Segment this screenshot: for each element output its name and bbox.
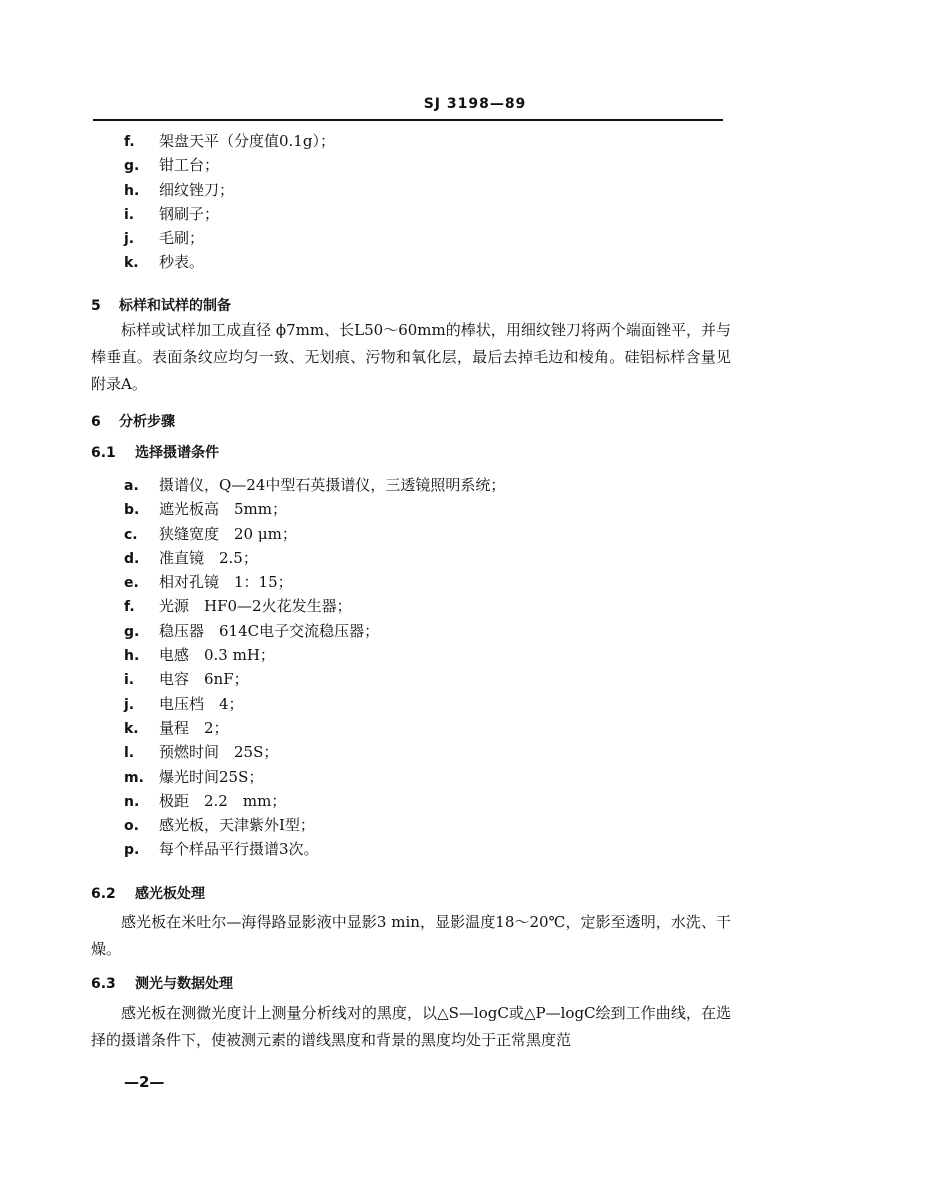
section-heading-6-3 [91, 973, 233, 993]
list-marker: g. [124, 623, 140, 640]
list-item [124, 765, 505, 789]
section-title: 测光与数据处理 [135, 976, 233, 992]
list-item [124, 522, 505, 546]
list-marker: h. [124, 648, 140, 665]
list-marker: l. [124, 745, 135, 762]
list-text: 预燃时间 25S； [159, 743, 279, 762]
section-number: 6.3 [91, 976, 116, 992]
section-title: 感光板处理 [135, 886, 205, 902]
list-item [124, 813, 505, 837]
list-text: 感光板，天津紫外Ⅰ型； [159, 816, 315, 835]
list-item [124, 643, 505, 667]
list-text: 准直镜 2.5； [159, 548, 258, 567]
section-heading-6-1 [91, 442, 219, 462]
list-item [124, 667, 505, 691]
list-marker: e. [124, 575, 139, 592]
list-marker: h. [124, 182, 140, 199]
equipment-list [124, 129, 335, 275]
list-marker: g. [124, 158, 140, 175]
list-marker: f. [124, 134, 135, 150]
list-item [124, 250, 335, 274]
list-text: 遮光板高 5mm； [159, 500, 287, 519]
list-item [124, 716, 505, 740]
section-heading-5 [91, 295, 231, 315]
list-marker: i. [124, 672, 135, 689]
section-number: 6 [91, 414, 101, 430]
list-item [124, 570, 505, 594]
standard-code: SJ 3198—89 [423, 96, 527, 112]
list-text: 量程 2； [159, 718, 229, 737]
list-marker: f. [124, 599, 135, 616]
list-text: 钢刷子； [159, 204, 220, 223]
list-item [124, 129, 335, 153]
header-rule [93, 119, 723, 121]
list-item [124, 497, 505, 521]
list-marker: n. [124, 793, 140, 810]
page-number: —2— [124, 1073, 165, 1091]
list-marker: i. [124, 206, 135, 223]
list-marker: j. [124, 696, 135, 713]
list-item [124, 546, 505, 570]
list-marker: j. [124, 231, 135, 248]
list-item [124, 153, 335, 177]
spectrograph-conditions-list [124, 473, 505, 862]
list-text: 钳工台； [159, 156, 220, 175]
list-item [124, 473, 505, 497]
list-marker: m. [124, 769, 144, 786]
list-text: 细纹锉刀； [159, 180, 235, 199]
section-number: 6.1 [91, 445, 116, 461]
list-marker: k. [124, 720, 139, 737]
list-text: 电压档 4； [159, 694, 244, 713]
list-text: 相对孔镜 1：15； [159, 573, 293, 592]
list-marker: p. [124, 842, 140, 859]
section-6-3-paragraph: 感光板在测微光度计上测量分析线对的黑度，以△S—logC或△P—logC绘到工作曲线，在选择的摄谱条件下，使被测元素的谱线黑度和背景的黑度均处于正常黑度范 [91, 1004, 731, 1049]
list-text: 摄谱仪，Q—24中型石英摄谱仪，三透镜照明系统； [159, 476, 506, 494]
section-title: 分析步骤 [119, 414, 175, 430]
section-heading-6 [91, 411, 175, 431]
section-title: 标样和试样的制备 [119, 298, 231, 314]
list-item [124, 740, 505, 764]
section-title: 选择摄谱条件 [135, 445, 219, 461]
list-item [124, 619, 505, 643]
list-text: 秒表。 [159, 253, 205, 272]
list-item [124, 789, 505, 813]
list-text: 每个样品平行摄谱3次。 [159, 840, 319, 859]
section-5-paragraph: 标样或试样加工成直径 ϕ7mm、长L50～60mm的棒状，用细纹锉刀将两个端面锉平，并与棒垂直。表面条纹应均匀一致、无划痕、污物和氧化层，最后去掉毛边和棱角。硅铝标样含量见附录A。 [91, 321, 731, 393]
list-item [124, 594, 505, 618]
list-marker: k. [124, 255, 139, 272]
section-number: 6.2 [91, 886, 116, 902]
list-text: 毛刷； [159, 229, 205, 248]
list-item [124, 178, 335, 202]
list-text: 极距 2.2 mm； [159, 791, 287, 810]
list-text: 架盘天平（分度值0.1g）； [159, 132, 335, 150]
list-item [124, 692, 505, 716]
list-marker: c. [124, 526, 138, 543]
section-heading-6-2 [91, 883, 205, 903]
list-item [124, 837, 505, 861]
list-text: 电感 0.3 mH； [159, 646, 275, 665]
section-number: 5 [91, 298, 101, 314]
list-marker: a. [124, 478, 139, 494]
list-marker: d. [124, 550, 140, 567]
section-6-2-paragraph: 感光板在米吐尔—海得路显影液中显影3 min，显影温度18～20℃，定影至透明，水洗、干燥。 [91, 913, 731, 958]
list-marker: b. [124, 502, 140, 519]
list-text: 狭缝宽度 20 μm； [159, 524, 297, 543]
list-marker: o. [124, 818, 139, 835]
list-text: 爆光时间25S； [159, 767, 264, 786]
list-text: 光源 HF0—2火花发生器； [159, 597, 352, 616]
list-item [124, 202, 335, 226]
list-text: 稳压器 614C电子交流稳压器； [159, 621, 380, 640]
list-text: 电容 6nF； [159, 670, 249, 689]
list-item [124, 226, 335, 250]
